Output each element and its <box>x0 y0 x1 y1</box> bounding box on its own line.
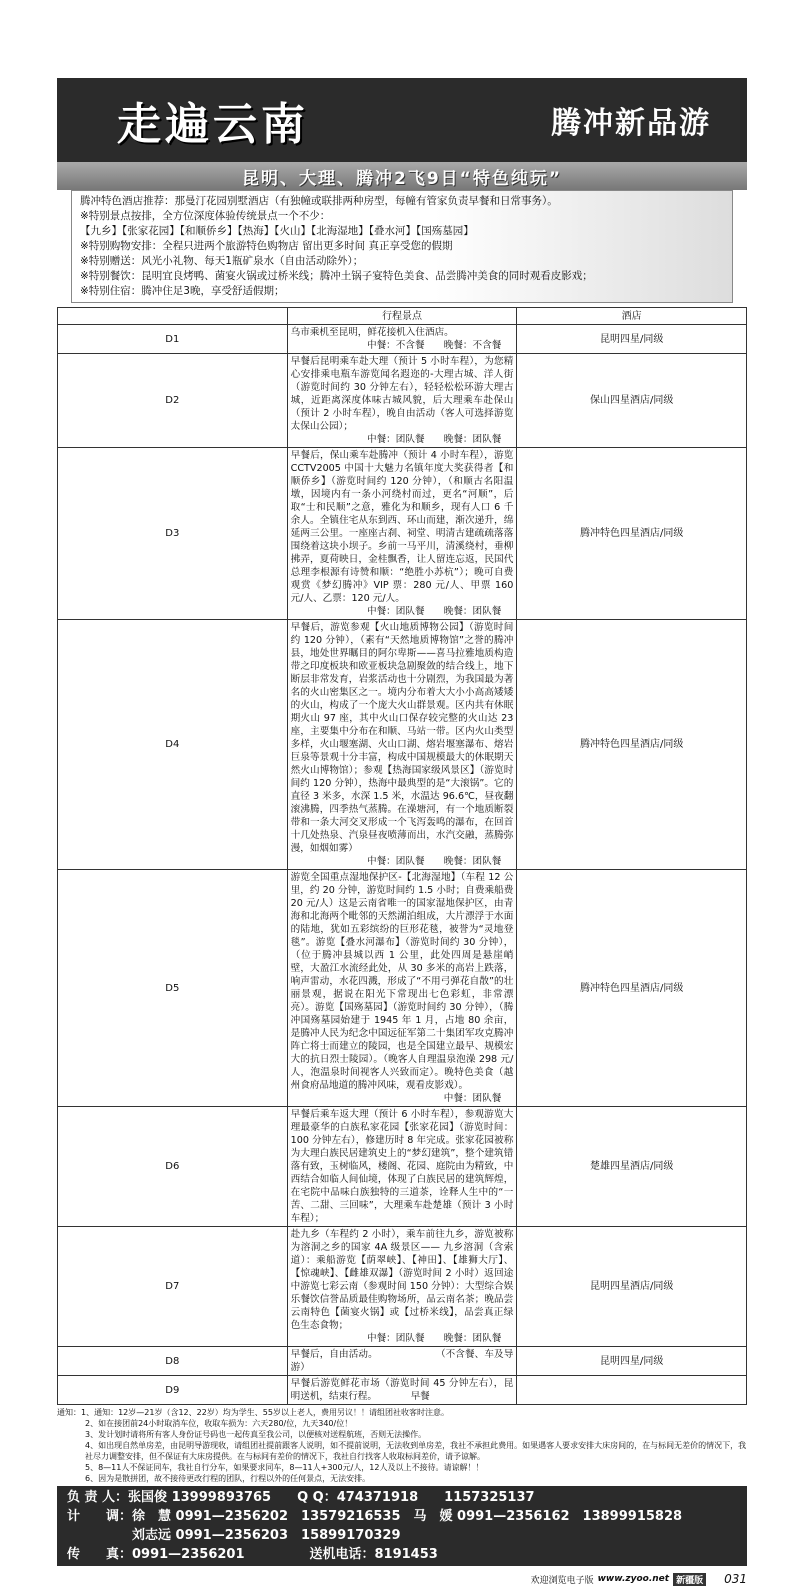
col-desc-header: 行程景点 <box>287 308 517 325</box>
brand-logo: 走遍云南 <box>117 99 309 150</box>
desc-text: 早餐后乘车返大理（预计 6 小时车程），参观游览大理最豪华的白族私家花园【张家花园】（游览时间：100 分钟左右），修建历时 8 年完成。张家花园被称为大理白族民居建筑史上的“梦幻建筑”，整个建筑错落有致，玉树临风，楼阁、花园、庭院由为精致，中西结合如临人间仙境，体现了白族民居的建筑辉煌，在宅院中品味白族独特的三道茶，诠释人生中的“一苦、二甜、三回味”，大理乘车赴楚雄（预计 3 小时车程）； <box>290 1109 514 1224</box>
header-banner <box>57 78 747 162</box>
hotel-cell: 昆明四星/同级 <box>517 325 747 354</box>
contact-line: 计 调：徐 慧 0991—2356202 13579216535 马 媛 0991—2356162 13899915828 <box>67 1509 683 1524</box>
notes-label: 通知： <box>57 1408 81 1417</box>
footer-welcome: 欢迎浏览电子版 <box>530 1575 594 1586</box>
desc-cell <box>287 870 517 1107</box>
day-cell: D3 <box>58 448 288 620</box>
table-row <box>58 1347 747 1376</box>
desc-cell <box>287 1107 517 1227</box>
day-cell: D2 <box>58 354 288 448</box>
desc-cell <box>287 354 517 448</box>
desc-text: 早餐后，保山乘车赴腾冲（预计 4 小时车程），游览 CCTV2005 中国十大魅力名镇年度大奖获得者【和顺侨乡】（游览时间约 120 分钟），（和顺古名阳温墩，因境内有一条小河绕村而过，更名“河顺”，后取“士和民顺”之意，雅化为和顺乡，现有人口 6 千余人。全镇住宅从东到西、环山而建，渐次递升，绵延两三公里。一座座古刹、祠堂、明清古建疏疏落落围绕着这块小坝子。乡前一马平川，清溪绕村，垂柳拂弄，夏荷映日，金桂飘香，让人留连忘返，民国代总理李根源有诗赞和顺：“绝胜小苏杭”）；晚可自费观赏《梦幻腾冲》VIP 票：280 元/人、甲票 160 元/人、乙票：120 元/人。 <box>290 450 514 604</box>
col-hotel-header: 酒店 <box>517 308 747 325</box>
desc-text: 早餐后游览鲜花市场（游览时间 45 分钟左右），昆明送机，结束行程。 早餐 <box>290 1378 514 1402</box>
promo-box <box>71 190 733 303</box>
table-row <box>58 354 747 448</box>
hotel-cell: 昆明四星/同级 <box>517 1347 747 1376</box>
page <box>57 78 747 1586</box>
notes-section <box>57 1407 747 1484</box>
desc-text: 乌市乘机至昆明，鲜花接机入住酒店。 <box>290 327 454 338</box>
desc-cell <box>287 1347 517 1376</box>
day-cell: D7 <box>58 1227 288 1347</box>
promo-line: ※特别餐饮：昆明宜良烤鸭、菌宴火锅或过桥米线；腾冲土锅子宴特色美食、品尝腾冲美食的同时观看皮影戏； <box>80 270 593 282</box>
contacts-block <box>57 1486 747 1566</box>
hotel-cell: 楚雄四星酒店/同级 <box>517 1107 747 1227</box>
day-cell: D8 <box>58 1347 288 1376</box>
meal-info: 中餐：团队餐 晚餐：团队餐 <box>367 856 502 867</box>
desc-text: 早餐后，自由活动。 （不含餐、车及导游） <box>290 1349 514 1373</box>
day-cell: D5 <box>58 870 288 1107</box>
route-subtitle-text: 昆明、大理、腾冲2飞9日“特色纯玩” <box>241 168 562 189</box>
promo-line: ※特别购物安排：全程只进两个旅游特色购物店 留出更多时间 真正享受您的假期 <box>80 240 453 252</box>
table-row <box>58 870 747 1107</box>
day-cell: D4 <box>58 620 288 870</box>
desc-cell <box>287 1227 517 1347</box>
note-item: 6、因为是散拼团，故不接待更改行程的团队，行程以外的任何景点，无法安排。 <box>85 1474 371 1483</box>
table-row <box>58 1227 747 1347</box>
hotel-cell: 昆明四星酒店/同级 <box>517 1227 747 1347</box>
table-header-row <box>58 308 747 325</box>
itinerary-table <box>57 307 747 1405</box>
note-item: 2、如在接团前24小时取消车位，收取车损为：六天280/位，九天340/位！ <box>85 1419 353 1428</box>
desc-text: 游览全国重点湿地保护区-【北海湿地】（车程 12 公里，约 20 分钟，游览时间约 1.5 小时；自费乘船费 20 元/人）这是云南省唯一的国家湿地保护区，由青海和北海两个毗邻的天然湖泊组成，大片漂浮于水面的陆地，犹如五彩缤纷的巨形花毯，被誉为“灵地登毯”。游览【叠水河瀑布】（游览时间约 30 分钟），（位于腾冲县城以西 1 公里，此处四周是悬崖峭壁，大盈江水流经此处，从 30 多米的高岩上跌落，响声雷动，水花四溅，形成了“不用弓弹花自散”的壮丽景观，据说在阳光下常现出七色彩虹，非常漂亮）。游览【国殇墓园】（游览时间约 30 分钟），（腾冲国殇墓园始建于 1945 年 1 月，占地 80 余亩，是腾冲人民为纪念中国远征军第二十集团军攻克腾冲阵亡将士而建立的陵园，也是全国建立最早、规模宏大的抗日烈士陵园）。（晚客人自理温泉泡澡 298 元/人，泡温泉时间视客人兴致而定）。晚特色美食（越州食府品地道的腾冲风味，观看皮影戏）。 <box>290 872 514 1091</box>
desc-cell <box>287 620 517 870</box>
edition-badge: 新疆版 <box>673 1573 706 1586</box>
contact-line: 负 责 人：张国俊 13999893765 Q Q：474371918 1157325137 <box>67 1490 535 1505</box>
day-cell: D9 <box>58 1376 288 1405</box>
desc-text: 早餐后昆明乘车赴大理（预计 5 小时车程），为您精心安排乘电瓶车游览闻名遐迩的-大理古城、洋人街（游览时间约 30 分钟左右），轻轻松松环游大理古城，近距离深度体味古城风貌，后大理乘车赴保山（预计 2 小时车程），晚自由活动（客人可选择游览太保山公园）； <box>290 356 514 432</box>
day-cell: D6 <box>58 1107 288 1227</box>
route-subtitle <box>57 162 747 190</box>
hotel-cell: 保山四星酒店/同级 <box>517 354 747 448</box>
desc-cell <box>287 325 517 354</box>
desc-cell <box>287 1376 517 1405</box>
promo-line: ※特别住宿：腾冲住足3晚，享受舒适假期； <box>80 285 285 297</box>
meal-info: 中餐：团队餐 晚餐：团队餐 <box>367 1333 502 1344</box>
meal-info: 中餐：团队餐 <box>443 1093 502 1104</box>
tagline: 腾冲新品游 <box>551 106 711 141</box>
meal-info: 中餐：不含餐 晚餐：不含餐 <box>367 340 502 351</box>
note-item: 4、如出现自然单房差，由昆明导游现收，请组团社提前跟客人说明，如不提前说明，无法收到单房差，我社不承担此费用。如果遇客人要求安排大床房间的，在与标间无差价的情况下，我社尽力调整安排，但不保证有大床房提供。在与标间有差价的情况下，我社自行找客人收取标间差价，请予谅解。 <box>85 1441 747 1461</box>
promo-line: 腾冲特色酒店推荐：那曼汀花园别墅酒店（有独幢或联排两种房型，每幢有管家负责早餐和日常事务）。 <box>80 195 558 207</box>
promo-line: ※特别景点按排，全方位深度体验传统景点一个不少： <box>80 210 331 222</box>
hotel-cell: 腾冲特色四星酒店/同级 <box>517 448 747 620</box>
contact-line: 传 真：0991—2356201 送机电话：8191453 <box>67 1547 438 1562</box>
hotel-cell: 腾冲特色四星酒店/同级 <box>517 620 747 870</box>
promo-line: ※特别赠送：风光小礼物、每天1瓶矿泉水（自由活动除外）； <box>80 255 364 267</box>
table-row <box>58 620 747 870</box>
note-item: 1、通知：12岁—21岁（含12、22岁）均为学生、55岁以上老人，费用另议！！请组团社收客时注意。 <box>81 1408 449 1417</box>
note-item: 5、8—11人不保证同车，我社自行分车，如果要求同车，8—11人+300元/人，12人及以上不接待。请谅解！！ <box>85 1463 484 1472</box>
hotel-cell: 腾冲特色四星酒店/同级 <box>517 870 747 1107</box>
footer <box>57 1572 747 1586</box>
table-row <box>58 448 747 620</box>
contact-line: 刘志远 0991—2356203 15899170329 <box>67 1528 401 1543</box>
footer-site-link[interactable]: www.zyoo.net <box>597 1574 670 1584</box>
meal-info: 中餐：团队餐 晚餐：团队餐 <box>367 434 502 445</box>
desc-cell <box>287 448 517 620</box>
desc-text: 早餐后，游览参观【火山地质博物公园】（游览时间约 120 分钟），（素有“天然地质博物馆”之誉的腾冲县，地处世界瞩目的阿尔卑斯——喜马拉雅地质构造带之印度板块和欧亚板块急剧聚敛的结合线上，地下断层非常发育，岩浆活动也十分剧烈，为我国最为著名的火山密集区之一。境内分布着大大小小高高矮矮的火山，构成了一个庞大火山群景观。区内共有休眠期火山 97 座，其中火山口保存较完整的火山达 23 座，主要集中分布在和顺、马站一带。区内火山类型多样，火山堰塞湖、火山口湖、熔岩堰塞瀑布、熔岩巨泉等景观十分丰富，构成中国规模最大的休眠期天然火山博物馆）；参观【热海国家级风景区】（游览时间约 120 分钟），热海中最典型的是“大滚锅”。它的直径 3 米多，水深 1.5 米，水温达 96.6℃，昼夜翻滚沸腾，四季热气蒸腾。在澡塘河，有一个地质断裂带和一条大河交叉形成一个飞泻轰鸣的瀑布，在回首十几处热泉、汽泉昼夜喷薄而出，水汽交融，蒸腾弥漫，如烟如雾） <box>290 622 514 854</box>
desc-text: 赴九乡（车程约 2 小时），乘车前往九乡，游览被称为溶洞之乡的国家 4A 级景区—— 九乡溶洞（含索道）：乘船游览【荫翠峡】、【神田】、【雄狮大厅】、【惊魂峡】、【雌雄双瀑】（游览时间 2 小时）返回途中游览七彩云南（参观时间 150 分钟）：大型综合娱乐餐饮信誉品质最佳购物场所，品云南名茶；晚品尝云南特色【菌宴火锅】或【过桥米线】，品尝真正绿色生态食物； <box>290 1229 514 1331</box>
meal-info: 中餐：团队餐 晚餐：团队餐 <box>367 606 502 617</box>
table-row <box>58 1107 747 1227</box>
col-day-header <box>58 308 288 325</box>
hotel-cell <box>517 1376 747 1405</box>
note-item: 3、发计划时请将所有客人身份证号码也一起传真至我公司，以便核对送程航班，否则无法操作。 <box>85 1430 427 1439</box>
table-row <box>58 325 747 354</box>
day-cell: D1 <box>58 325 288 354</box>
page-number: 031 <box>724 1572 747 1586</box>
table-row <box>58 1376 747 1405</box>
promo-line: 【九乡】【张家花园】【和顺侨乡】【热海】【火山】【北海湿地】【叠水河】【国殇墓园】 <box>80 225 474 237</box>
